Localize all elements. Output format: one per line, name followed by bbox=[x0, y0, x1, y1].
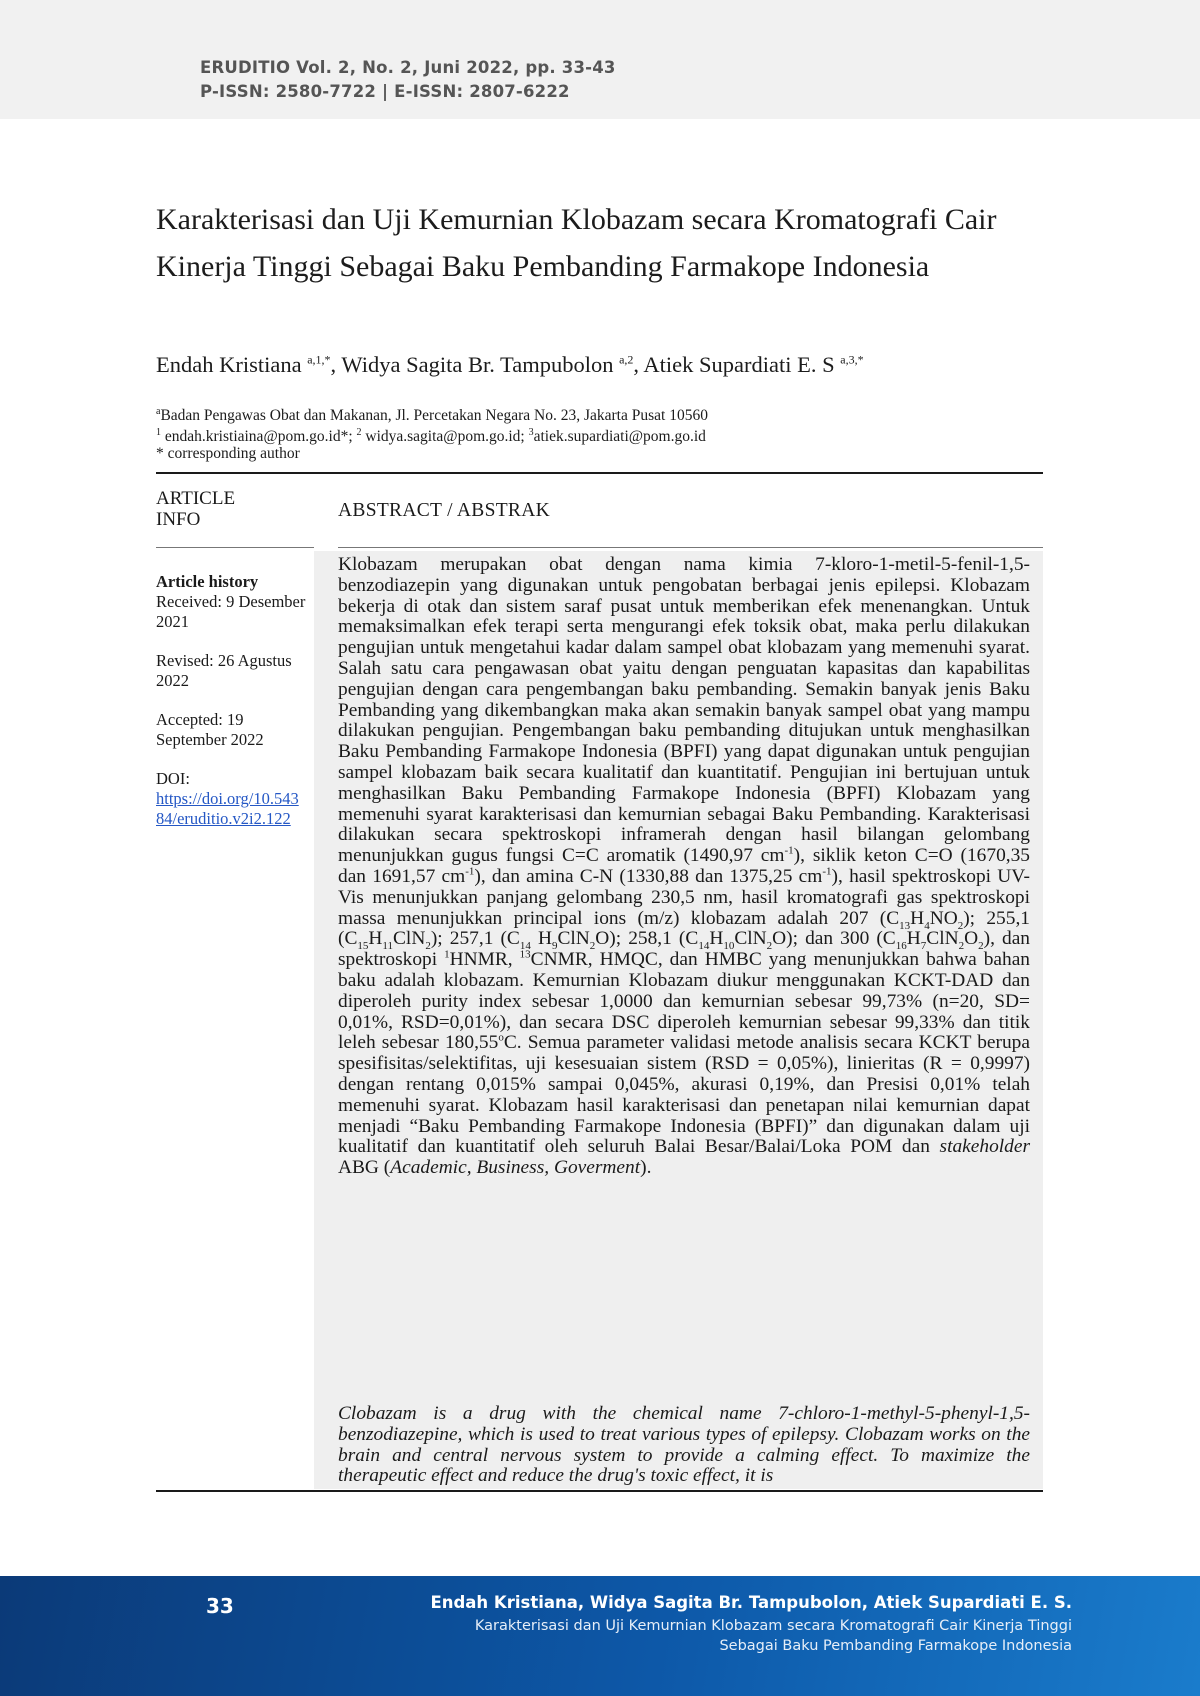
abstract-text: ); 257,1 (C bbox=[430, 928, 520, 950]
abstract-text: CNMR, HMQC, dan HMBC yang menunjukkan bahwa bahan baku adalah klobazam. Kemurnian Klobazam diukur menggunakan KCKT-DAD dan diperoleh purity index sebesar 1,0000 dan kemurnian sebesar 99,73% (n=20, SD= 0,01%, RSD=0,01%), dan secara DSC diperoleh kemurnian sebesar 99,33% dan titik leleh sebesar 180,55 bbox=[338, 949, 1030, 1054]
abstract-text: ), hasil spektroskopi UV-Vis menunjukkan panjang gelombang 230,5 nm, hasil kromatografi gas spektroskopi massa menunjukkan principal ions (m/z) klobazam adalah 207 (C bbox=[338, 865, 1030, 929]
author-affiliation-mark: a,2 bbox=[619, 352, 634, 367]
subscript: 13 bbox=[899, 919, 911, 932]
formula-text: ClN bbox=[926, 928, 959, 950]
abstract-divider bbox=[338, 547, 1043, 548]
abstract-italic-text: stakeholder bbox=[939, 1136, 1030, 1158]
abstract-text: ). bbox=[640, 1157, 652, 1179]
revised-date: Revised: 26 Agustus 2022 bbox=[156, 651, 292, 690]
doi-link[interactable]: https://doi.org/10.54384/eruditio.v2i2.122 bbox=[156, 789, 299, 828]
subscript: 14 bbox=[698, 940, 710, 953]
abstract-text: ABG ( bbox=[338, 1157, 391, 1179]
author-affiliation-mark: a,1,* bbox=[307, 352, 331, 367]
received-date: Received: 9 Desember 2021 bbox=[156, 592, 306, 631]
abstract-heading: ABSTRACT / ABSTRAK bbox=[338, 500, 551, 521]
subscript: 2 bbox=[766, 940, 773, 953]
subscript: 2 bbox=[589, 940, 596, 953]
superscript: 1 bbox=[444, 948, 450, 961]
article-title: Karakterisasi dan Uji Kemurnian Klobazam secara Kromatografi Cair Kinerja Tinggi Sebagai Baku Pembanding Farmakope Indonesia bbox=[156, 203, 997, 283]
author-list bbox=[156, 352, 864, 378]
journal-volume-line: ERUDITIO Vol. 2, No. 2, Juni 2022, pp. 33-43 bbox=[200, 58, 616, 77]
doi-label: DOI: bbox=[156, 769, 190, 788]
abstract-text: Klobazam merupakan obat dengan nama kimia 7-kloro-1-metil-5-fenil-1,5-benzodiazepin yang digunakan untuk pengobatan berbagai jenis epilepsi. Klobazam bekerja di otak dan sistem saraf pusat untuk memberikan efek menenangkan. Untuk memaksimalkan efek terapi serta mengurangi efek toksik obat, maka perlu dilakukan pengujian untuk mengetahui kadar dalam sampel obat klobazam yang memenuhi syarat. Salah satu cara pengawasan obat yaitu dengan penguatan kapasitas dan kapabilitas pengujian dengan cara pengembangan baku pembanding. Semakin banyak jenis Baku Pembanding yang dikembangkan maka akan semakin banyak sampel obat yang mampu dilakukan pengujian. Pengembangan baku pembanding ditujukan untuk menghasilkan Baku Pembanding Farmakope Indonesia (BPFI) yang dapat digunakan untuk pengujian sampel klobazam baik secara kualitatif dan kuantitatif. Pengujian ini bertujuan untuk menghasilkan Baku Pembanding Farmakope Indonesia (BPFI) Klobazam yang memenuhi syarat karakterisasi dan kemurnian sebagai Baku Pembanding. Karakterisasi dilakukan secara spektroskopi inframerah dengan hasil bilangan gelombang menunjukkan gugus fungsi C=C aromatik (1490,97 cm bbox=[338, 554, 1030, 867]
email-3: atiek.supardiati@pom.go.id bbox=[533, 428, 706, 446]
author-name: , Widya Sagita Br. Tampubolon bbox=[330, 352, 620, 377]
article-history-label: Article history bbox=[156, 572, 259, 591]
subscript: 9 bbox=[551, 940, 558, 953]
email-1: endah.kristiaina@pom.go.id*; bbox=[161, 428, 357, 446]
formula-text: H bbox=[906, 928, 921, 950]
formula-text: ClN bbox=[734, 928, 767, 950]
formula-text: ClN bbox=[393, 928, 426, 950]
abstract-text: HNMR, bbox=[449, 949, 520, 971]
article-info-heading-line: ARTICLE bbox=[156, 488, 236, 509]
subscript: 16 bbox=[895, 940, 907, 953]
section-divider-bottom bbox=[156, 1490, 1043, 1492]
abstract-english: Clobazam is a drug with the chemical name 7-chloro-1-methyl-5-phenyl-1,5-benzodiazepine, which is used to treat various types of epilepsy. Clobazam works on the brain and central nervous system to provide a calming effect. To maximize the therapeutic effect and reduce the drug's toxic effect, it is bbox=[338, 1403, 1030, 1487]
subscript: 11 bbox=[382, 940, 393, 953]
page-number: 33 bbox=[206, 1594, 234, 1618]
superscript: o bbox=[498, 1031, 504, 1044]
affiliation-text: Badan Pengawas Obat dan Makanan, Jl. Percetakan Negara No. 23, Jakarta Pusat 10560 bbox=[160, 407, 708, 425]
article-history bbox=[156, 572, 306, 829]
corresponding-author-note: * corresponding author bbox=[156, 445, 300, 463]
accepted-date: Accepted: 19 September 2022 bbox=[156, 710, 264, 749]
abstract-text: C. Semua parameter validasi metode analisis secara KCKT berupa spesifisitas/selektifitas, uji kesesuaian sistem (RSD = 0,05%), linieritas (R = 0,9997) dengan rentang 0,015% sampai 0,045%, akurasi 0,19%, dan Presisi 0,01% telah memenuhi syarat. Klobazam hasil karakterisasi dan penetapan nilai kemurnian dapat menjadi “Baku Pembanding Farmakope Indonesia (BPFI)” dan digunakan dalam uji kualitatif dan kuantitatif oleh seluruh Balai Besar/Balai/Loka POM dan bbox=[338, 1032, 1030, 1158]
author-affiliation-mark: a,3,* bbox=[840, 352, 864, 367]
formula-text: H bbox=[910, 907, 925, 929]
affiliation-mark: a bbox=[156, 406, 161, 417]
superscript: -1 bbox=[822, 865, 832, 878]
footer-authors: Endah Kristiana, Widya Sagita Br. Tampubolon, Atiek Supardiati E. S. bbox=[430, 1593, 1072, 1612]
abstract-italic-text: Academic, Business, Goverment bbox=[390, 1157, 641, 1179]
formula-text: H bbox=[368, 928, 383, 950]
section-divider-top bbox=[156, 472, 1043, 474]
article-info-heading bbox=[156, 488, 235, 530]
footer-title-line: Sebagai Baku Pembanding Farmakope Indonesia bbox=[719, 1638, 1072, 1654]
email-mark: 1 bbox=[156, 427, 161, 439]
info-divider bbox=[156, 547, 314, 548]
email-mark: 2 bbox=[356, 427, 362, 439]
subscript: 2 bbox=[425, 940, 431, 953]
subscript: 10 bbox=[723, 940, 735, 953]
formula-text: NO bbox=[929, 907, 958, 929]
footer-title-line: Karakterisasi dan Uji Kemurnian Klobazam secara Kromatografi Cair Kinerja Tinggi bbox=[474, 1618, 1072, 1634]
subscript: 14 bbox=[519, 940, 531, 953]
subscript: 2 bbox=[978, 940, 984, 953]
abstract-text: O); 258,1 (C bbox=[595, 928, 699, 950]
subscript: 2 bbox=[957, 919, 964, 932]
subscript: 4 bbox=[924, 919, 930, 932]
affiliation-address bbox=[156, 403, 1056, 424]
formula-text: ClN bbox=[557, 928, 590, 950]
email-2: widya.sagita@pom.go.id; bbox=[361, 428, 529, 446]
formula-text: O bbox=[964, 928, 979, 950]
email-mark: 3 bbox=[528, 427, 534, 439]
author-name: , Atiek Supardiati E. S bbox=[633, 352, 841, 377]
formula-text: H bbox=[709, 928, 724, 950]
article-info-heading-line: INFO bbox=[156, 509, 201, 530]
subscript: 15 bbox=[357, 940, 369, 953]
subscript: 7 bbox=[920, 940, 927, 953]
abstract-indonesian bbox=[338, 555, 1030, 1179]
journal-issn-line: P-ISSN: 2580-7722 | E-ISSN: 2807-6222 bbox=[200, 82, 570, 101]
abstract-text: ), dan spektroskopi bbox=[338, 928, 1030, 971]
abstract-text: ), dan amina C-N (1330,88 dan 1375,25 cm bbox=[474, 865, 823, 887]
footer-article-title bbox=[432, 1616, 1072, 1656]
abstract-text: ), siklik keton C=O (1670,35 dan 1691,57 cm bbox=[338, 845, 1031, 887]
author-emails bbox=[156, 424, 1056, 445]
superscript: 13 bbox=[519, 948, 531, 961]
formula-text: H bbox=[530, 928, 552, 950]
abstract-text: O); dan 300 (C bbox=[772, 928, 896, 950]
journal-info bbox=[200, 56, 616, 104]
abstract-text: ); 255,1 (C bbox=[338, 907, 1030, 950]
superscript: -1 bbox=[465, 865, 475, 878]
author-name: Endah Kristiana bbox=[156, 352, 308, 377]
superscript: -1 bbox=[784, 844, 794, 857]
subscript: 2 bbox=[958, 940, 965, 953]
affiliations bbox=[156, 403, 1056, 462]
